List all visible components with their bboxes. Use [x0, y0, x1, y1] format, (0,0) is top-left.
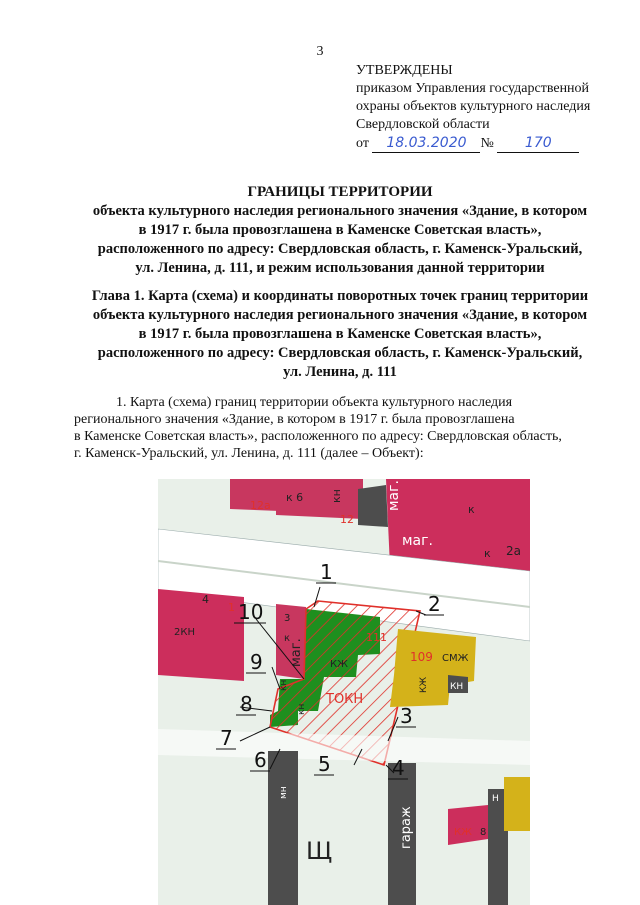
- label-mag3: маг.: [289, 638, 304, 667]
- label-n: Н: [492, 794, 499, 804]
- chapter-line: объекта культурного наследия регионального значения «Здание, в котором: [92, 307, 588, 323]
- label-tokn: ТОКН: [326, 692, 364, 707]
- label-3-building: 3: [284, 613, 291, 624]
- label-k6: к 6: [286, 491, 304, 504]
- label-8: 8: [480, 827, 487, 838]
- chapter-line: расположенного по адресу: Свердловская область, г. Каменск-Уральский,: [97, 345, 583, 361]
- chapter-line: в 1917 г. была провозглашена в Каменске Советская власть»,: [138, 326, 542, 342]
- label-2kn: 2КН: [174, 627, 195, 638]
- approval-line-1: УТВЕРЖДЕНЫ: [356, 63, 453, 78]
- label-kn4: кн: [297, 703, 307, 715]
- title-line: ул. Ленина, д. 111, и режим использования данной территории: [135, 260, 545, 276]
- label-mag1: маг.: [386, 480, 402, 511]
- label-109: 109: [410, 650, 433, 664]
- label-kzh3: КЖ: [454, 827, 472, 838]
- label-4-building: 4: [202, 593, 209, 606]
- point-10-label: 10: [238, 600, 264, 624]
- label-kn3: кн: [279, 679, 289, 691]
- territory-map-svg: [158, 479, 530, 905]
- label-kzh2: КЖ: [419, 676, 429, 693]
- point-3-label: 3: [400, 704, 413, 728]
- approval-line-3: охраны объектов культурного наследия: [356, 99, 591, 114]
- approval-block: [356, 62, 590, 153]
- label-1-building: 1: [228, 601, 235, 614]
- point-8-label: 8: [240, 692, 253, 716]
- document-title: [60, 183, 620, 278]
- label-12: 12: [340, 513, 354, 526]
- label-smzh: СМЖ: [442, 653, 469, 664]
- title-line: в 1917 г. была провозглашена в Каменске Советская власть»,: [138, 222, 542, 238]
- date-prefix: от: [356, 136, 369, 151]
- label-sh: Щ: [306, 837, 333, 865]
- paragraph-line: г. Каменск-Уральский, ул. Ленина, д. 111 (далее – Объект):: [74, 446, 424, 461]
- body-paragraph: [74, 394, 616, 462]
- territory-map: [158, 479, 530, 905]
- chapter-line: Глава 1. Карта (схема) и координаты поворотных точек границ территории: [91, 288, 589, 304]
- label-mag2: маг.: [402, 533, 433, 549]
- label-12a: 12а: [250, 499, 271, 512]
- label-kn5: КН: [450, 682, 464, 692]
- building-yellow-bottom: [504, 777, 530, 831]
- title-line: расположенного по адресу: Свердловская область, г. Каменск-Уральский,: [97, 241, 583, 257]
- title-line: объекта культурного наследия регионального значения «Здание, в котором: [92, 203, 588, 219]
- point-7-label: 7: [220, 726, 233, 750]
- approval-date-line: [356, 134, 590, 153]
- point-5-label: 5: [318, 752, 331, 776]
- building-kzh: [448, 805, 488, 845]
- label-kzh: КЖ: [330, 659, 348, 670]
- title-heading: ГРАНИЦЫ ТЕРРИТОРИИ: [247, 184, 433, 200]
- chapter-line: ул. Ленина, д. 111: [283, 364, 397, 380]
- approval-line-2: приказом Управления государственной: [356, 81, 590, 96]
- number-prefix: №: [480, 136, 494, 151]
- approval-number: 170: [497, 134, 579, 153]
- building-mn: [268, 751, 298, 905]
- label-k-right: к: [468, 503, 475, 516]
- page-number: 3: [316, 44, 324, 59]
- building-gray-top: [358, 485, 388, 527]
- point-6-label: 6: [254, 748, 267, 772]
- label-k-small: к: [284, 633, 291, 644]
- label-garage: гараж: [399, 806, 414, 849]
- point-4-label: 4: [392, 756, 405, 780]
- point-1-label: 1: [320, 560, 333, 584]
- label-111: 111: [366, 631, 387, 644]
- point-9-label: 9: [250, 650, 263, 674]
- label-mn: мн: [279, 786, 289, 799]
- label-2a: 2а: [506, 544, 521, 558]
- paragraph-line: в Каменске Советская власть», расположенного по адресу: Свердловская область,: [74, 429, 562, 444]
- chapter-heading: [60, 287, 620, 382]
- label-k-right2: к: [484, 547, 491, 560]
- label-kn1: кн: [330, 489, 343, 503]
- paragraph-line: регионального значения «Здание, в котором в 1917 г. была провозглашена: [74, 412, 515, 427]
- point-2-label: 2: [428, 592, 441, 616]
- approval-date: 18.03.2020: [372, 134, 480, 153]
- approval-line-4: Свердловской области: [356, 117, 490, 132]
- paragraph-line: 1. Карта (схема) границ территории объекта культурного наследия: [116, 395, 513, 410]
